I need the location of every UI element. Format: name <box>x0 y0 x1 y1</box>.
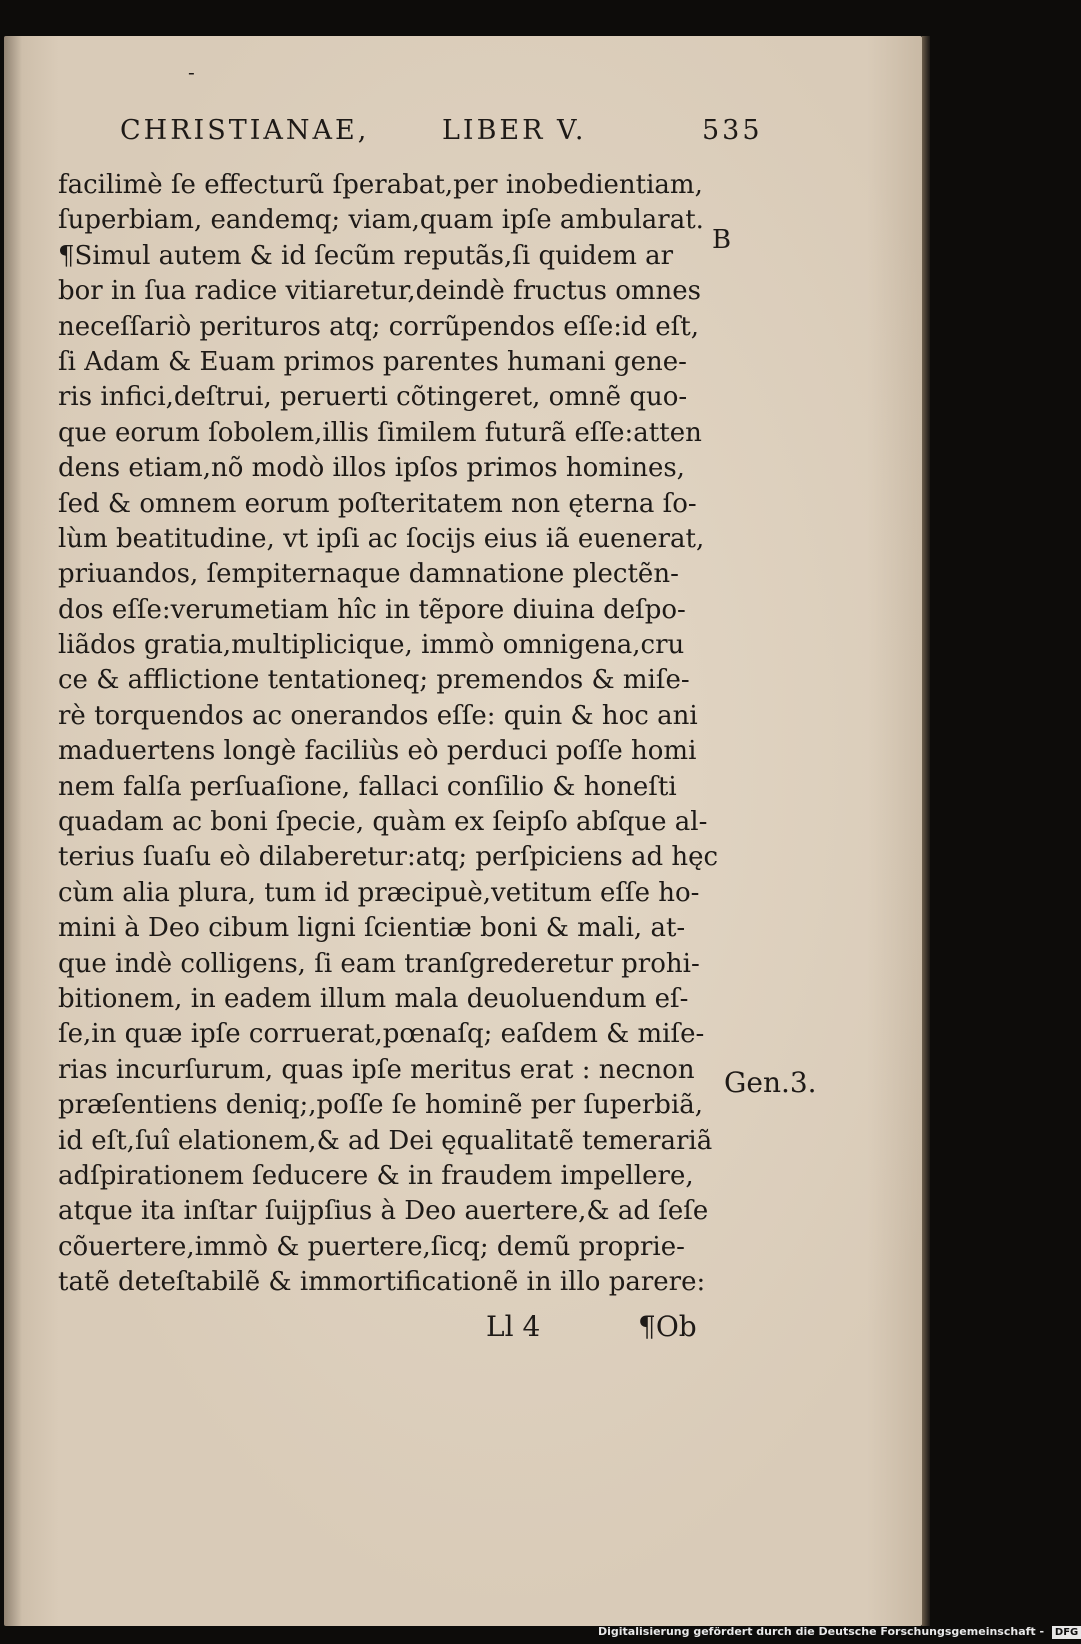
running-head-title: CHRISTIANAE, <box>120 115 370 146</box>
text-line: mini à Deo cibum ligni ſcientiæ boni & mali, at- <box>58 913 686 944</box>
page-number: 535 <box>702 115 763 146</box>
text-line: præſentiens deniq;,poſſe ſe hominẽ per ſuperbiã, <box>58 1090 704 1121</box>
text-line: liãdos gratia,multiplicique, immò omnigena,cru <box>58 630 685 661</box>
page-edge <box>922 36 930 1626</box>
text-line: ce & afflictione tentationeq; premendos & miſe- <box>58 665 690 696</box>
marginal-section-letter: B <box>712 225 732 255</box>
text-line: ris infici,deſtrui, peruerti cõtingeret, omnẽ quo- <box>58 382 688 413</box>
text-line: terius ſuaſu eò dilaberetur:atq; perſpiciens ad hęc <box>58 842 719 873</box>
text-line: cõuertere,immò & puertere,ſicq; demũ proprie- <box>58 1231 685 1262</box>
text-line: facilimè ſe effecturũ ſperabat,per inobedientiam, <box>58 170 703 200</box>
funding-note <box>598 1624 1081 1640</box>
top-mark: - <box>188 60 195 84</box>
text-line: id eſt,ſuî elationem,& ad Dei ęqualitatẽ temerariã <box>58 1125 713 1156</box>
text-line: dens etiam,nõ modò illos ipſos primos homines, <box>58 453 685 484</box>
text-line: adſpirationem ſeducere & in fraudem impellere, <box>58 1160 694 1191</box>
text-line: ſe,in quæ ipſe corruerat,pœnaſq; eaſdem & miſe- <box>58 1019 705 1050</box>
text-line: rè torquendos ac onerandos eſſe: quin & hoc ani <box>58 700 698 731</box>
text-line: que indè colligens, ſi eam tranſgrederetur prohi- <box>58 948 700 979</box>
text-line: ſi Adam & Euam primos parentes humani gene- <box>58 346 687 377</box>
signature-mark: Ll 4 <box>486 1310 541 1343</box>
text-line: bitionem, in eadem illum mala deuoluendum eſ- <box>58 983 689 1014</box>
text-line: atque ita inſtar ſuijpſius à Deo auertere,& ad ſeſe <box>58 1196 709 1227</box>
text-line: quadam ac boni ſpecie, quàm ex ſeipſo abſque al- <box>58 807 708 838</box>
text-line: que eorum ſobolem,illis ſimilem futurã eſſe:atten <box>58 417 702 448</box>
text-line: dos eſſe:verumetiam hîc in tẽpore diuina deſpo- <box>58 594 686 625</box>
text-line: nem falſa perſuaſione, fallaci conſilio & honeſti <box>58 771 677 802</box>
text-line: ſuperbiam, eandemq; viam,quam ipſe ambularat. <box>58 205 704 236</box>
text-line: lùm beatitudine, vt ipſi ac ſocijs eius iã euenerat, <box>58 523 705 554</box>
gutter-shadow <box>4 36 22 1626</box>
text-line: ſed & omnem eorum poſteritatem non ęterna ſo- <box>58 488 697 519</box>
text-line: tatẽ deteſtabilẽ & immortificationẽ in illo parere: <box>58 1267 706 1298</box>
text-line: priuandos, ſempiternaque damnatione plectẽn- <box>58 559 679 590</box>
text-line: rias incurſurum, quas ipſe meritus erat : necnon <box>58 1054 695 1085</box>
body-text <box>58 168 718 1301</box>
running-head-book: LIBER V. <box>442 115 587 146</box>
marginal-reference: Gen.3. <box>724 1066 817 1099</box>
text-line: neceſſariò perituros atq; corrũpendos eſſe:id eſt, <box>58 311 699 342</box>
running-head <box>120 115 763 155</box>
text-line: ¶Simul autem & id ſecũm reputãs,ſi quidem ar <box>58 240 674 271</box>
funding-text: Digitalisierung gefördert durch die Deutsche Forschungsgemeinschaft - <box>598 1625 1045 1638</box>
text-line: bor in ſua radice vitiaretur,deindè fructus omnes <box>58 276 701 307</box>
dfg-logo: DFG <box>1052 1626 1081 1639</box>
text-line: cùm alia plura, tum id præcipuè,vetitum eſſe ho- <box>58 877 700 908</box>
text-line: maduertens longè faciliùs eò perduci poſſe homi <box>58 736 697 767</box>
catchword: ¶Ob <box>638 1310 697 1343</box>
